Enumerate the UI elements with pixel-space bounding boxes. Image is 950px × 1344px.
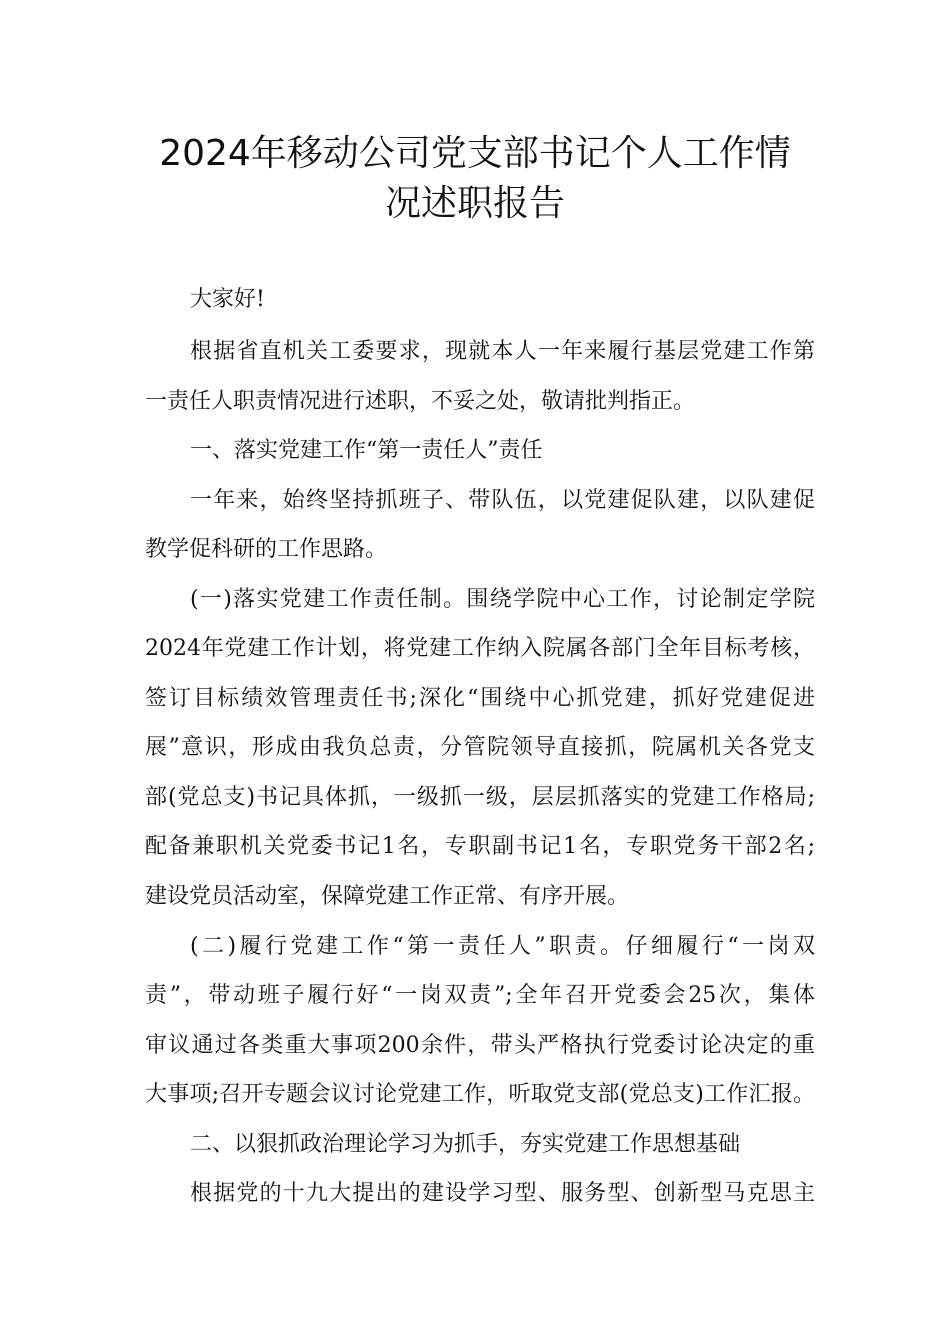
body-line: 审议通过各类重大事项200余件，带头严格执行党委讨论决定的重 (145, 1033, 815, 1058)
body-line: 签订目标绩效管理责任书;深化“围绕中心抓党建，抓好党建促进 (145, 686, 815, 711)
body-line: 一责任人职责情况进行述职，不妥之处，敬请批判指正。 (145, 389, 696, 414)
section-heading-2: 二、以狠抓政治理论学习为抓手，夯实党建工作思想基础 (190, 1132, 741, 1157)
body-line: 根据省直机关工委要求，现就本人一年来履行基层党建工作第 (190, 339, 815, 364)
body-line: (二)履行党建工作“第一责任人”职责。仔细履行“一岗双 (190, 934, 815, 959)
body-line: 大事项;召开专题会议讨论党建工作，听取党支部(党总支)工作汇报。 (145, 1082, 815, 1107)
body-line: (一)落实党建工作责任制。围绕学院中心工作，讨论制定学院 (190, 587, 815, 612)
document-title-line-2: 况述职报告 (384, 183, 565, 224)
body-line: 根据党的十九大提出的建设学习型、服务型、创新型马克思主 (190, 1181, 815, 1206)
section-heading-1: 一、落实党建工作“第一责任人”责任 (190, 438, 543, 463)
body-line: 建设党员活动室，保障党建工作正常、有序开展。 (145, 884, 630, 909)
body-line: 教学促科研的工作思路。 (145, 537, 388, 562)
document-title-line-1: 2024年移动公司党支部书记个人工作情 (159, 133, 791, 174)
body-line: 部(党总支)书记具体抓，一级抓一级，层层抓落实的党建工作格局; (145, 785, 815, 810)
body-line: 2024年党建工作计划，将党建工作纳入院属各部门全年目标考核， (145, 636, 815, 661)
body-line: 展”意识，形成由我负总责，分管院领导直接抓，院属机关各党支 (145, 735, 815, 760)
body-line: 配备兼职机关党委书记1名，专职副书记1名，专职党务干部2名; (145, 834, 815, 859)
body-line: 一年来，始终坚持抓班子、带队伍，以党建促队建，以队建促 (190, 488, 815, 513)
greeting: 大家好! (190, 287, 265, 312)
body-line: 责”，带动班子履行好“一岗双责”;全年召开党委会25次，集体 (145, 983, 815, 1008)
